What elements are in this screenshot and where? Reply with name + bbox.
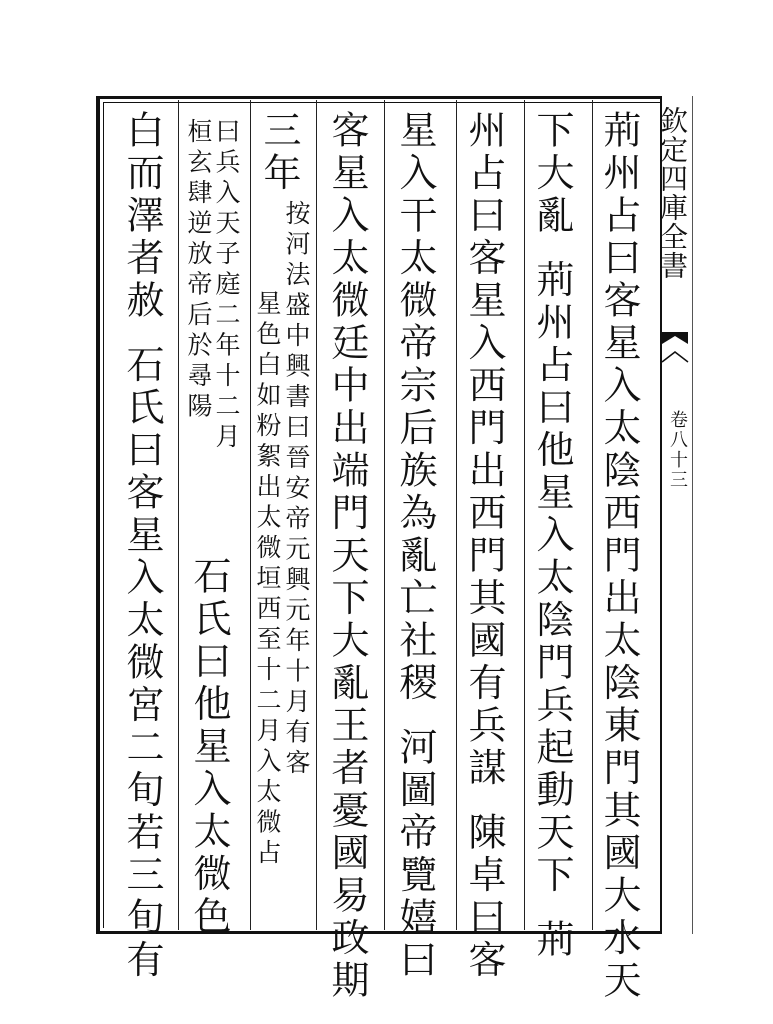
column-rule (592, 100, 593, 930)
fish-tail-mark-icon (660, 330, 690, 364)
text-segment: 州占曰客星入西門出西門其國有兵謀 (462, 110, 506, 790)
text-segment: 下大亂 (530, 110, 574, 238)
text-segment: 荊州占曰他星入太陰門兵起動天下 (530, 259, 574, 897)
annotation-line-2: 星色白如粉絮出太微垣西至十二月入太微占 (253, 290, 282, 870)
text-column-7: 石氏曰他星入太微色 (187, 556, 231, 939)
volume-number: 卷八十三 (667, 410, 688, 490)
margin-border-inner (692, 96, 693, 934)
text-column-2 (530, 110, 574, 962)
text-column-1: 荊州占曰客星入太陰西門出太陰東門其國大水天 (597, 110, 641, 1003)
column-rule (384, 100, 385, 930)
text-segment: 白而澤者赦 (120, 110, 164, 323)
column-rule (178, 100, 179, 930)
column-rule (524, 100, 525, 930)
column-rule (456, 100, 457, 930)
text-segment: 陳卓曰客 (462, 812, 506, 982)
text-segment: 石氏曰客星入太微宮二旬若三旬有 (120, 344, 164, 982)
column-rule (250, 100, 251, 930)
text-column-8 (120, 110, 164, 982)
text-column-5: 客星入太微廷中出端門天下大亂王者憂國易政期 (325, 110, 369, 1003)
annotation-line-1: 按河法盛中興書曰晉安帝元興元年十月有客 (282, 200, 311, 780)
text-segment: 荊 (530, 919, 574, 962)
text-column-6-main: 三年 (257, 110, 301, 195)
text-column-4 (393, 110, 437, 982)
column-rule (316, 100, 317, 930)
text-segment: 河圖帝覽嬉曰 (393, 727, 437, 982)
page-frame (96, 96, 661, 934)
annotation-line-3: 曰兵入天子庭二年十二月 (212, 118, 241, 454)
annotation-line-4: 桓玄肆逆放帝后於尋陽 (184, 118, 213, 423)
text-segment: 星入干太微帝宗后族為亂亡社稷 (393, 110, 437, 705)
book-title: 欽定四庫全書 (656, 106, 689, 280)
text-column-3 (462, 110, 506, 982)
